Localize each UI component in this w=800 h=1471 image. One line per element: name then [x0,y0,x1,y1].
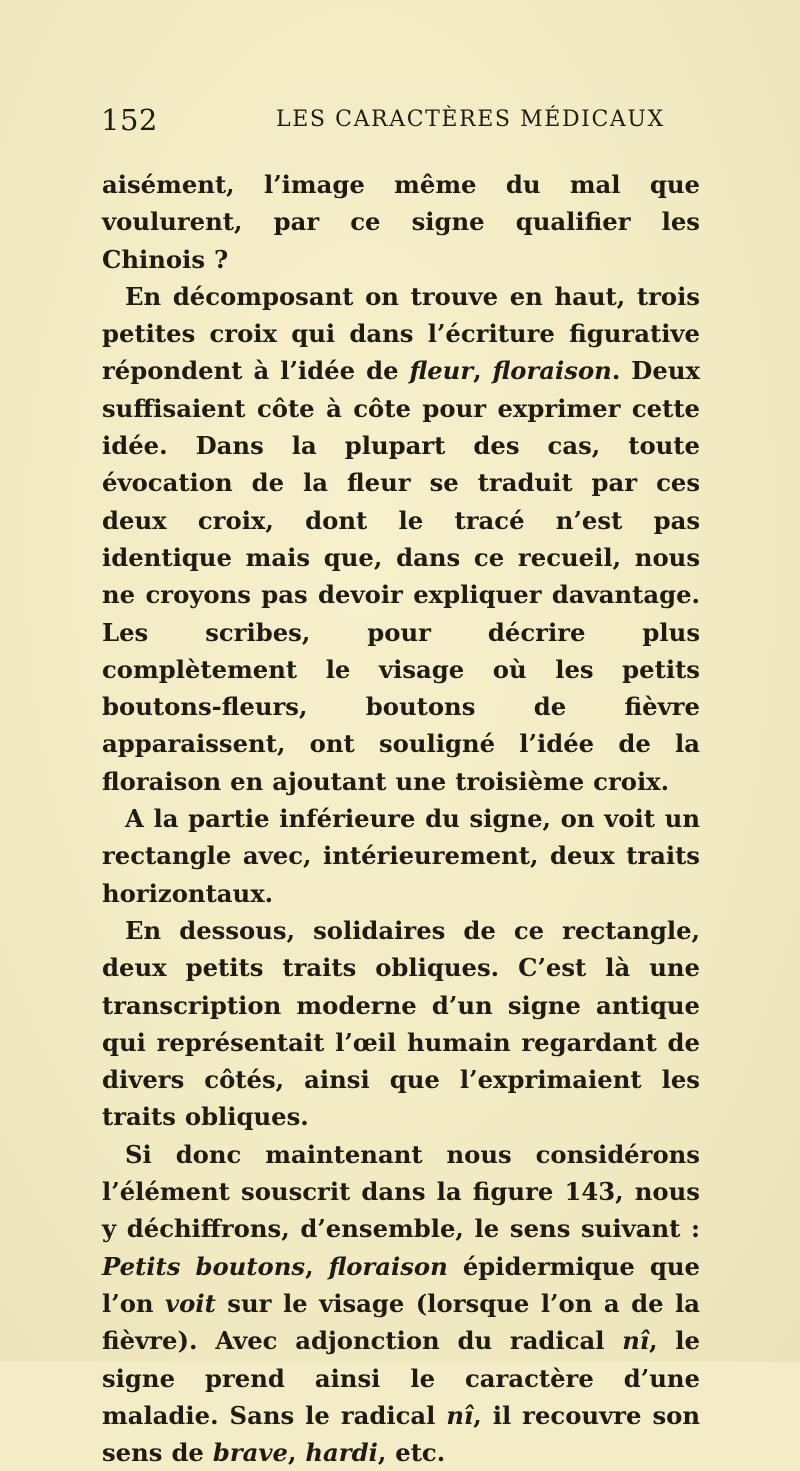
paragraph-2 [102,278,700,800]
paragraph-1-text: aisément, l’image même du mal que voulurent, par ce signe qualifier les Chinois ? [102,170,700,274]
paragraph-3 [102,800,700,912]
paragraph-2-text-2: , [473,356,493,386]
body-text [102,166,700,1471]
italic-term-ni: nî [622,1326,650,1356]
paragraph-5-text-1: Si donc maintenant nous considérons l’élément souscrit dans la figure 143, nous y déchiffrons, d’ensemble, le sens suivant : [102,1139,700,1244]
paragraph-1 [102,166,700,278]
paragraph-5-text-4: sur le visage (lorsque l’on a de la fièvre). Avec adjonction du radical [102,1288,700,1356]
italic-term-voit: voit [165,1288,216,1318]
paragraph-5-text-7: , [287,1438,306,1468]
italic-term-fleur: fleur [409,356,474,386]
paragraph-2-text-3: . Deux suffisaient côte à côte pour exprimer cette idée. Dans la plupart des cas, toute évocation de la fleur se traduit par ces deux croix, dont le tracé n’est pas identique mais que, dans ce recueil, nous ne croyons pas devoir expliquer davantage. Les scribes, pour décrire plus complètement le visage où les petits boutons-fleurs, boutons de fièvre apparaissent, ont souligné l’idée de la floraison en ajoutant une troisième croix. [102,356,700,796]
italic-term-floraison: floraison [492,356,612,386]
page-number: 152 [101,103,158,137]
running-head: LES CARACTÈRES MÉDICAUX [276,107,665,132]
italic-term-brave: brave [212,1438,288,1468]
page-header [101,100,699,140]
paragraph-5-text-3: épidermique que l’on [102,1251,700,1318]
paragraph-5-text-8: , etc. [377,1438,446,1468]
paragraph-5-text-5: , le signe prend ainsi le caractère d’une maladie. Sans le radical [102,1326,700,1430]
italic-term-floraison-2: floraison [328,1251,448,1281]
paragraph-4 [102,912,700,1136]
paragraph-4-text: En dessous, solidaires de ce rectangle, deux petits traits obliques. C’est là une transcription moderne d’un signe antique qui représentait l’œil humain regardant de divers côtés, ainsi que l’exprimaient les traits obliques. [102,915,700,1132]
paragraph-5-text-6: , il recouvre son sens de [102,1400,700,1468]
paragraph-5 [102,1136,700,1471]
italic-term-petits-boutons: Petits boutons [102,1251,306,1281]
paragraph-3-text: A la partie inférieure du signe, on voit un rectangle avec, intérieurement, deux traits horizontaux. [102,804,700,908]
italic-term-hardi: hardi [305,1438,378,1468]
paragraph-2-text-1: En décomposant on trouve en haut, trois petites croix qui dans l’écriture figurative répondent à l’idée de [102,281,700,386]
italic-term-ni-2: nî [446,1400,474,1430]
paragraph-5-text-2: , [305,1251,329,1281]
